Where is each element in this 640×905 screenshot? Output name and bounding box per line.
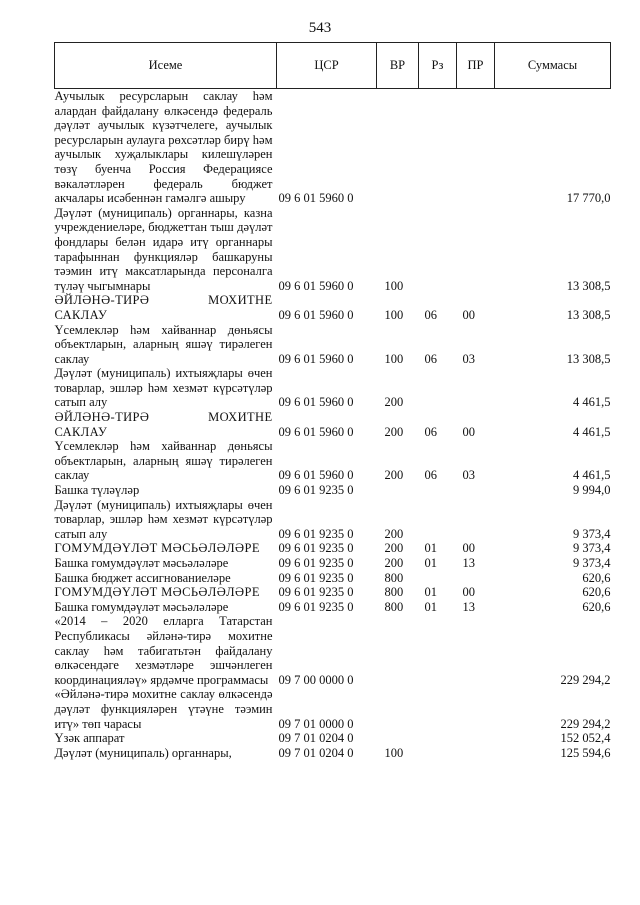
cell-pr	[457, 746, 495, 761]
table-row	[55, 541, 611, 556]
cell-sum: 9 373,4	[573, 526, 611, 541]
cell-name: Үзәк аппарат	[54, 731, 125, 746]
cell-csr: 09 7 01 0000 0	[278, 716, 354, 731]
cell-csr: 09 6 01 9235 0	[278, 570, 354, 585]
cell-csr: 09 6 01 9235 0	[278, 541, 354, 556]
budget-table	[54, 42, 611, 760]
page-number: 543	[308, 20, 332, 36]
cell-name: Башка бюджет ассигнованиеләре	[54, 570, 231, 585]
cell-pr	[457, 614, 495, 687]
cell-rz: 01	[424, 599, 437, 614]
cell-rz	[419, 571, 457, 586]
table-row	[55, 366, 611, 410]
cell-name: «2014 – 2020 елларга Татарстан Республикасы әйләнә-тирә мохитне саклау һәм табигатьтән файдалану өлкәсендәге хезмәтләре эшчәнлеген координацияләү» ярдәмче программасы	[54, 614, 273, 687]
cell-name: ГОМУМДӘҮЛӘТ МӘСЬӘЛӘЛӘРЕ	[54, 541, 260, 556]
cell-csr: 09 7 01 0204 0	[278, 745, 354, 760]
cell-rz: 06	[424, 468, 437, 483]
cell-name: Үсемлекләр һәм хайваннар дөньясы объектларын, аларның яшәү тирәлеген саклау	[54, 322, 273, 366]
table-row	[55, 614, 611, 687]
table-row	[55, 731, 611, 746]
cell-vr: 200	[384, 395, 404, 410]
cell-name: ӘЙЛӘНӘ-ТИРӘ МОХИТНЕ САКЛАУ	[54, 293, 273, 322]
cell-rz: 01	[424, 585, 437, 600]
cell-name: Аучылык ресурсларын саклау һәм алардан файдалану өлкәсендә федераль дәүләт аучылык күзәтчелеге, аучылык ресурсларын аулауга рөхсәтләр бирү һәм аучылык хуҗалыклары килешүләрен төзү буенча Россия Федерациясе вәкаләтләрен федераль бюджет акчалары исәбеннән гамәлгә ашыру	[54, 89, 273, 206]
table-row	[55, 89, 611, 206]
table-row	[55, 600, 611, 615]
cell-rz	[419, 498, 457, 542]
cell-rz: 06	[424, 307, 437, 322]
cell-vr: 100	[384, 351, 404, 366]
cell-vr: 800	[384, 570, 404, 585]
cell-name: Башка түләүләр	[54, 483, 140, 498]
cell-vr	[377, 614, 419, 687]
cell-name: ГОМУМДӘҮЛӘТ МӘСЬӘЛӘЛӘРЕ	[54, 585, 260, 600]
table-row	[55, 483, 611, 498]
cell-name: Башка гомумдәүләт мәсьәләләре	[54, 599, 229, 614]
table-row	[55, 746, 611, 761]
cell-rz: 06	[424, 351, 437, 366]
cell-pr	[457, 89, 495, 206]
cell-csr: 09 6 01 9235 0	[278, 599, 354, 614]
cell-rz: 01	[424, 556, 437, 570]
cell-csr: 09 7 00 0000 0	[278, 672, 354, 687]
cell-rz	[419, 366, 457, 410]
table-row	[55, 293, 611, 322]
cell-csr: 09 6 01 9235 0	[278, 585, 354, 600]
cell-name: Дәүләт (муниципаль) ихтыяҗлары өчен товарлар, эшләр һәм хезмәт күрсәтүләр сатып алу	[54, 497, 273, 541]
cell-rz	[419, 206, 457, 294]
table-header-row	[55, 43, 611, 89]
cell-pr	[457, 731, 495, 746]
cell-rz	[419, 746, 457, 761]
cell-pr: 03	[462, 351, 475, 366]
cell-csr: 09 6 01 5960 0	[278, 395, 354, 410]
cell-csr: 09 6 01 9235 0	[278, 483, 354, 498]
header-sum: Суммасы	[495, 43, 611, 89]
cell-pr	[457, 483, 495, 498]
cell-sum: 4 461,5	[573, 424, 611, 439]
cell-sum: 125 594,6	[560, 745, 611, 760]
cell-sum: 229 294,2	[560, 672, 611, 687]
cell-csr: 09 6 01 5960 0	[278, 307, 354, 322]
cell-csr: 09 6 01 5960 0	[278, 468, 354, 483]
cell-vr	[377, 687, 419, 731]
table-row	[55, 585, 611, 600]
cell-rz	[419, 483, 457, 498]
cell-pr	[457, 687, 495, 731]
cell-rz	[419, 614, 457, 687]
cell-name: Башка гомумдәүләт мәсьәләләре	[54, 556, 229, 570]
cell-csr: 09 6 01 5960 0	[278, 278, 354, 293]
cell-csr: 09 6 01 9235 0	[278, 556, 354, 570]
cell-sum: 4 461,5	[573, 468, 611, 483]
cell-pr: 00	[462, 424, 475, 439]
cell-sum: 620,6	[582, 599, 611, 614]
cell-vr: 100	[384, 307, 404, 322]
cell-rz	[419, 731, 457, 746]
cell-pr: 00	[462, 585, 475, 600]
cell-pr: 03	[462, 468, 475, 483]
cell-csr: 09 6 01 5960 0	[278, 351, 354, 366]
cell-vr	[377, 731, 419, 746]
cell-name: Дәүләт (муниципаль) органнары,	[54, 745, 232, 760]
cell-name: Дәүләт (муниципаль) ихтыяҗлары өчен товарлар, эшләр һәм хезмәт күрсәтүләр сатып алу	[54, 366, 273, 410]
cell-vr: 100	[384, 745, 404, 760]
cell-name: Үсемлекләр һәм хайваннар дөньясы объектларын, аларның яшәү тирәлеген саклау	[54, 439, 273, 483]
cell-pr	[457, 498, 495, 542]
cell-pr	[457, 206, 495, 294]
cell-sum: 229 294,2	[560, 716, 611, 731]
cell-vr: 200	[384, 526, 404, 541]
cell-rz: 06	[424, 424, 437, 439]
cell-name: «Әйләнә-тирә мохитне саклау өлкәсендә дәүләт функцияләрен үтәүне тәэмин итү» төп чарасы	[54, 687, 273, 731]
header-pr: ПР	[457, 43, 495, 89]
cell-csr: 09 6 01 9235 0	[278, 526, 354, 541]
table-row	[55, 323, 611, 367]
cell-pr: 00	[462, 307, 475, 322]
table-row	[55, 206, 611, 294]
header-vr: ВР	[377, 43, 419, 89]
cell-vr: 800	[384, 585, 404, 600]
cell-pr: 13	[462, 556, 475, 570]
cell-vr	[377, 89, 419, 206]
table-row	[55, 571, 611, 586]
table-row	[55, 410, 611, 439]
cell-csr: 09 6 01 5960 0	[278, 424, 354, 439]
cell-vr: 200	[384, 424, 404, 439]
cell-rz: 01	[424, 541, 437, 556]
cell-name: ӘЙЛӘНӘ-ТИРӘ МОХИТНЕ САКЛАУ	[54, 410, 273, 439]
cell-sum: 620,6	[582, 585, 611, 600]
cell-pr	[457, 366, 495, 410]
cell-sum: 17 770,0	[566, 191, 611, 206]
cell-vr: 200	[384, 541, 404, 556]
cell-rz	[419, 687, 457, 731]
cell-sum: 620,6	[582, 570, 611, 585]
cell-name: Дәүләт (муниципаль) органнары, казна учреждениеләре, бюджеттан тыш дәүләт фондлары белән идарә итү органнары тарафыннан функцияләр башкаруны тәэмин итү максатларында персоналга түләү чыгымнары	[54, 205, 273, 293]
cell-sum: 13 308,5	[566, 278, 611, 293]
table-row	[55, 498, 611, 542]
header-csr: ЦСР	[277, 43, 377, 89]
cell-sum: 9 994,0	[573, 483, 611, 498]
cell-vr	[377, 483, 419, 498]
cell-sum: 9 373,4	[573, 541, 611, 556]
cell-pr: 00	[462, 541, 475, 556]
header-rz: Рз	[419, 43, 457, 89]
table-row	[55, 556, 611, 571]
cell-sum: 13 308,5	[566, 307, 611, 322]
cell-vr: 800	[384, 599, 404, 614]
cell-vr: 200	[384, 556, 404, 570]
cell-sum: 9 373,4	[573, 556, 611, 570]
cell-csr: 09 6 01 5960 0	[278, 191, 354, 206]
header-name: Исеме	[55, 43, 277, 89]
cell-vr: 100	[384, 278, 404, 293]
table-row	[55, 439, 611, 483]
cell-rz	[419, 89, 457, 206]
cell-csr: 09 7 01 0204 0	[278, 731, 354, 746]
cell-pr: 13	[462, 599, 475, 614]
table-row	[55, 687, 611, 731]
cell-sum: 152 052,4	[560, 731, 611, 746]
cell-pr	[457, 571, 495, 586]
cell-sum: 13 308,5	[566, 351, 611, 366]
cell-vr: 200	[384, 468, 404, 483]
cell-sum: 4 461,5	[573, 395, 611, 410]
